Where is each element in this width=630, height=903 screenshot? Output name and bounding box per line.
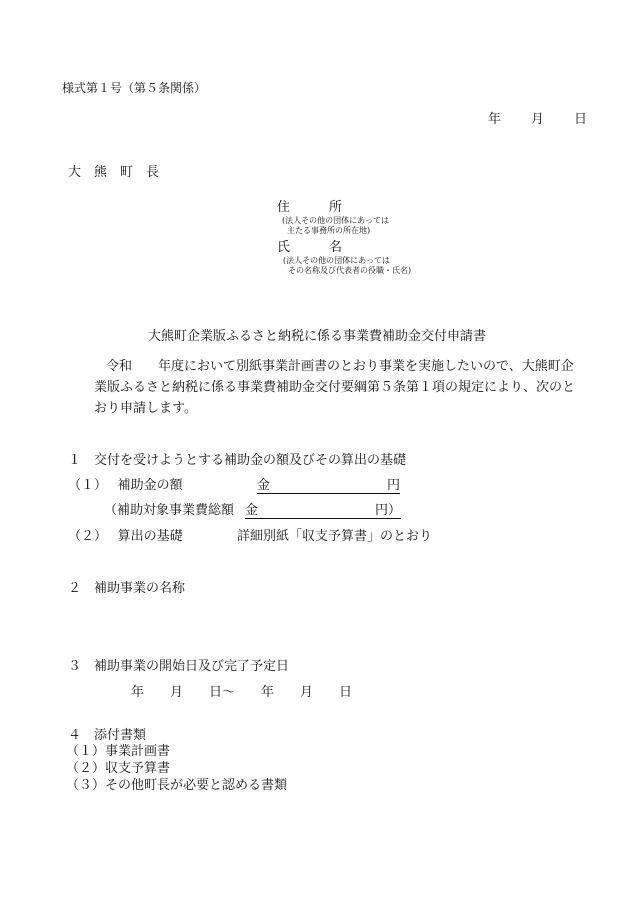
total-project-cost-value: 金 円） (245, 503, 402, 518)
date-year: 年 (488, 112, 502, 127)
document-title: 大熊町企業版ふるさと納税に係る事業費補助金交付申請書 (148, 329, 487, 344)
name-note-2: その名称及び代表者の役職・氏名) (288, 266, 412, 275)
body-paragraph (94, 356, 594, 419)
section-3-heading: ３ 補助事業の開始日及び完了予定日 (68, 659, 290, 674)
addressee: 大 熊 町 長 (68, 165, 160, 180)
total-project-cost-label: （補助対象事業費総額 (104, 503, 235, 518)
name-note-1: (法人その他の団体にあっては (283, 256, 391, 265)
calculation-basis-label: （２） 算出の基礎 (68, 529, 183, 544)
body-line-2: 業版ふるさと納税に係る事業費補助金交付要綱第５条第１項の規定により、次のと (94, 380, 576, 395)
address-note-2: 主たる事務所の所在地) (287, 226, 371, 235)
date-line (488, 111, 587, 128)
date-day: 日 (574, 112, 588, 127)
attachment-item-other: （３）その他町長が必要と認める書類 (66, 778, 288, 793)
date-month: 月 (531, 112, 545, 127)
address-label: 住 所 (277, 200, 343, 215)
section-4-heading: ４ 添付書類 (68, 728, 147, 743)
subsidy-amount-value: 金 円 (257, 478, 401, 493)
calculation-basis-value: 詳細別紙「収支予算書」のとおり (237, 529, 433, 544)
attachment-item-business-plan: （１）事業計画書 (66, 744, 171, 759)
project-period: 年 月 日～ 年 月 日 (131, 685, 353, 700)
attachment-list (66, 743, 287, 794)
name-label: 氏 名 (277, 240, 343, 255)
section-1-heading: １ 交付を受けようとする補助金の額及びその算出の基礎 (68, 453, 407, 468)
form-label: 様式第１号（第５条関係） (62, 81, 207, 95)
attachment-item-budget: （２）収支予算書 (66, 761, 171, 776)
body-line-1: 令和 年度において別紙事業計画書のとおり事業を実施したいので、大熊町企 (106, 359, 574, 374)
body-line-3: おり申請します。 (94, 401, 197, 416)
section-2-heading: ２ 補助事業の名称 (68, 581, 186, 596)
address-note-1: (法人その他の団体にあっては (282, 216, 390, 225)
subsidy-amount-label: （１） 補助金の額 (68, 478, 183, 493)
